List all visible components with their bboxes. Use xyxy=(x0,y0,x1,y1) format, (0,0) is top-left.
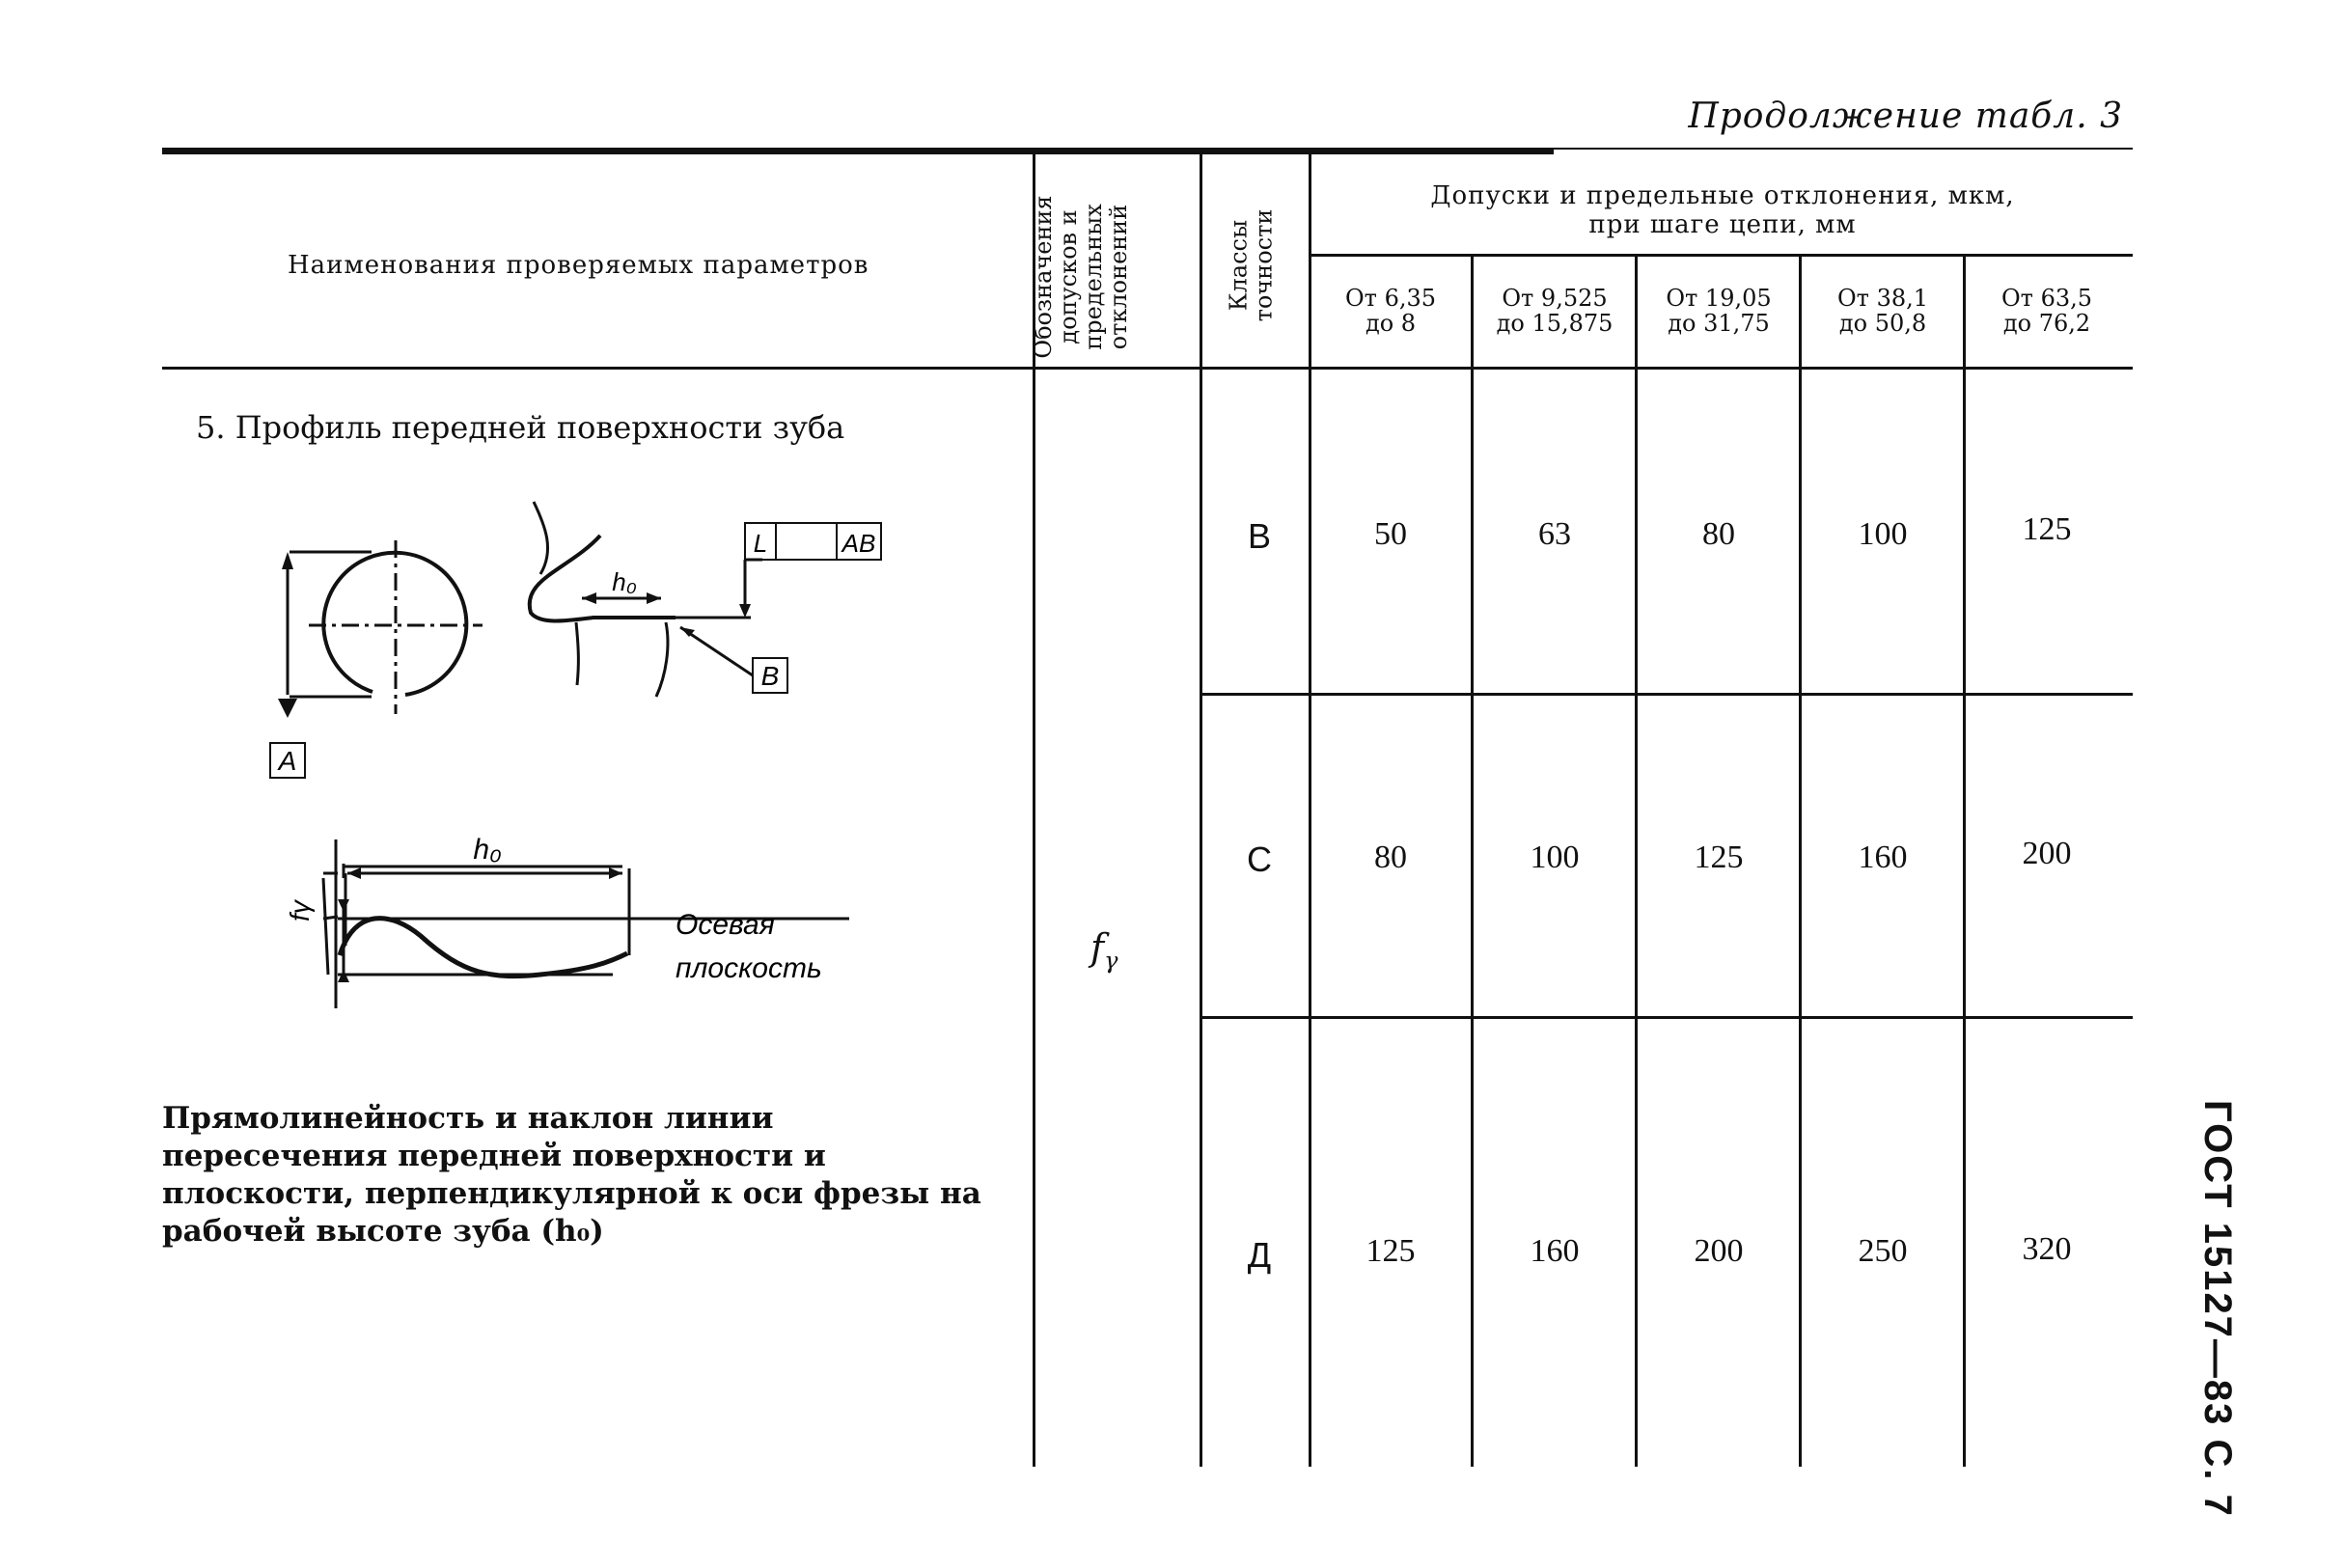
value-cell: 100 xyxy=(1858,516,1908,552)
table-caption: Продолжение табл. 3 xyxy=(1688,96,2123,136)
value-cell: 250 xyxy=(1858,1233,1908,1269)
header-param-name: Наименования проверяемых параметров xyxy=(288,251,869,280)
value-cell: 160 xyxy=(1858,839,1908,875)
value-cell: 50 xyxy=(1374,516,1407,552)
item-title: 5. Профиль передней поверхности зуба xyxy=(196,409,845,446)
row-class-b: B xyxy=(1247,516,1271,556)
header-pitch-5: От 63,5 до 76,2 xyxy=(2000,285,2093,337)
value-cell: 125 xyxy=(1366,1233,1416,1269)
value-cell: 100 xyxy=(1530,839,1580,875)
header-pitch-2: От 9,525 до 15,875 xyxy=(1496,285,1614,337)
h0-lower-label: h₀ xyxy=(473,834,502,866)
row-class-d: Д xyxy=(1247,1235,1272,1275)
group-subheader-rule xyxy=(1310,254,2133,257)
value-cell: 80 xyxy=(1374,839,1407,875)
header-designation: Обозначения допусков и предельных отклонений xyxy=(1030,195,1132,359)
axial-plane-label-2: плоскость xyxy=(676,952,822,984)
axial-plane-label-1: Осевая xyxy=(676,909,775,941)
value-cell: 320 xyxy=(2022,1231,2072,1267)
tooth-profile-figure xyxy=(154,482,888,1023)
value-cell: 200 xyxy=(1694,1233,1744,1269)
value-cell: 80 xyxy=(1702,516,1735,552)
tolerance-symbol: $f_\gamma$ xyxy=(1090,926,1118,975)
header-pitch-1: От 6,35 до 8 xyxy=(1344,285,1437,337)
frame-left-label: L xyxy=(753,529,768,558)
value-cell: 160 xyxy=(1530,1233,1580,1269)
value-cell: 200 xyxy=(2022,836,2072,871)
header-pitch-3: От 19,05 до 31,75 xyxy=(1666,285,1772,337)
row-divider-2 xyxy=(1201,1016,2133,1019)
header-bottom-rule xyxy=(162,367,2133,370)
header-accuracy-classes: Классы точности xyxy=(1225,208,1278,322)
value-cell: 125 xyxy=(2022,511,2072,547)
row-divider-1 xyxy=(1201,693,2133,696)
f-gamma-label: fγ xyxy=(285,900,315,922)
header-pitch-4: От 38,1 до 50,8 xyxy=(1836,285,1929,337)
frame-right-label: AB xyxy=(841,529,876,558)
datum-a-label: A xyxy=(278,746,297,776)
side-standard-label: ГОСТ 15127—83 С. 7 xyxy=(2196,1100,2239,1518)
value-cell: 63 xyxy=(1538,516,1571,552)
h0-upper-label: h₀ xyxy=(612,567,637,596)
datum-b-label: B xyxy=(760,661,780,691)
table-top-rule xyxy=(162,150,1554,154)
item-description: Прямолинейность и наклон линии пересечения передней поверхности и плоскости, перпендикулярной к оси фрезы на рабочей высоте зуба (h₀) xyxy=(162,1101,981,1249)
header-tolerance-group: Допуски и предельные отклонения, мкм, при шаге цепи, мм xyxy=(1430,181,2015,239)
value-cell: 125 xyxy=(1694,839,1744,875)
row-class-c: C xyxy=(1247,839,1272,879)
